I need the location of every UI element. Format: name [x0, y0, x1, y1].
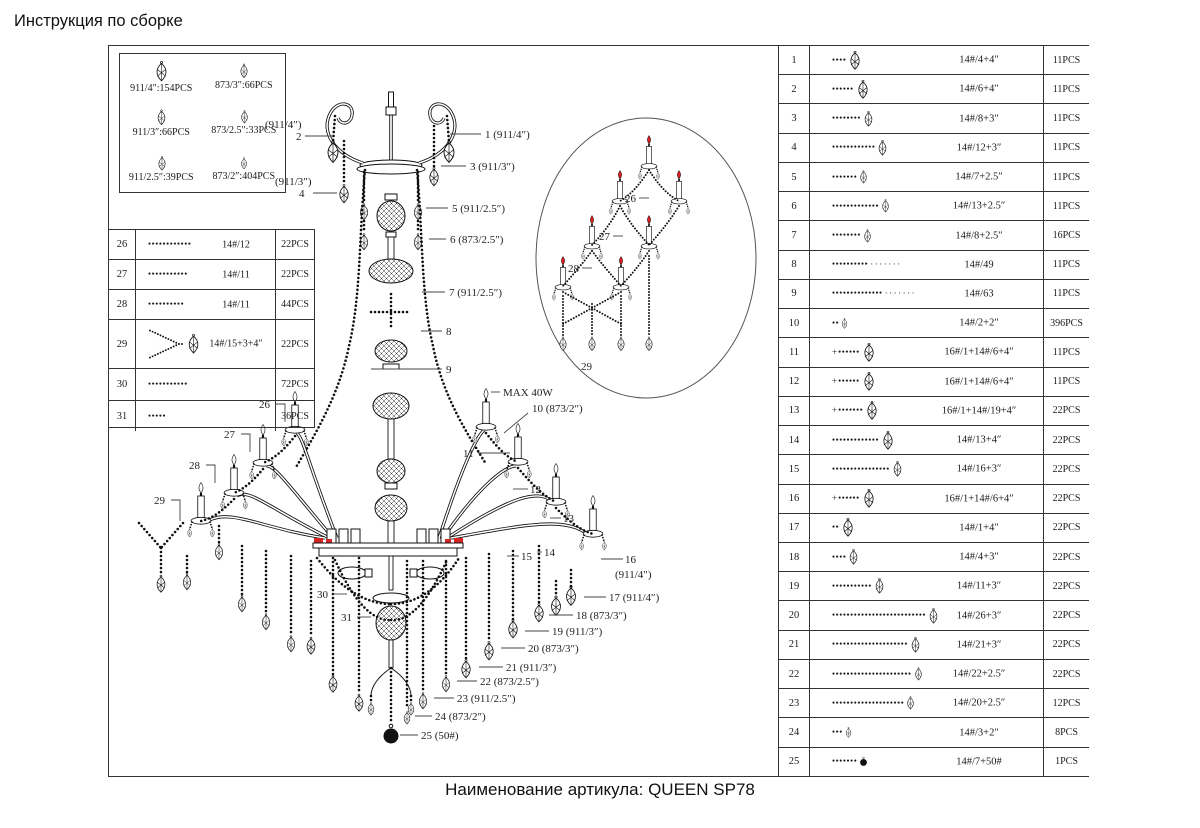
legend-label: 873/2″:404PCS [212, 170, 275, 182]
part-spec: 16#/1+14#/6+4″ [944, 493, 1014, 505]
part-icon-spec-cell [136, 401, 276, 431]
callout-7: 7 (911/2.5″) [449, 287, 503, 299]
part-number: 19 [779, 572, 810, 600]
crystal-icon [156, 156, 168, 171]
part-number: 22 [779, 660, 810, 688]
part-spec: 14#/11 [222, 299, 250, 310]
table-row [779, 572, 1089, 601]
part-spec: 14#/6+4″ [959, 83, 999, 95]
part-number: 9 [779, 280, 810, 308]
crystal-icon [864, 401, 880, 420]
part-number: 23 [779, 689, 810, 717]
part-number: 21 [779, 631, 810, 659]
part-quantity: 1PCS [1055, 756, 1078, 768]
callout-12: 12 [530, 484, 541, 496]
part-number: 8 [779, 251, 810, 279]
callout-3: 3 (911/3″) [470, 161, 515, 173]
part-number: 24 [779, 718, 810, 746]
callout-1: 1 (911/4″) [485, 129, 530, 141]
legend-label: 911/3″:66PCS [132, 126, 190, 138]
right-parts-table [778, 46, 1089, 776]
part-icon-spec-cell [810, 543, 1044, 571]
callout-10: 10 (873/2″) [532, 403, 583, 415]
callout-25: 25 (50#) [421, 730, 459, 742]
bead-chain-icon: ●●●●● [148, 413, 167, 419]
bead-chain-icon: ●●●● [832, 554, 847, 560]
pin-icon: + [832, 376, 838, 387]
crystal-icon [840, 518, 856, 537]
part-icon-spec-cell [810, 368, 1044, 396]
part-quantity: 12PCS [1052, 697, 1081, 709]
crystal-icon [855, 80, 871, 99]
part-spec: 14#/4+3″ [959, 551, 999, 563]
part-number: 28 [109, 290, 136, 319]
part-number: 4 [779, 134, 810, 162]
part-icon-spec-cell [810, 572, 1044, 600]
part-quantity: 11PCS [1052, 200, 1081, 212]
part-spec: 14#/3+2″ [959, 727, 999, 738]
table-row [779, 426, 1089, 455]
part-number: 16 [779, 485, 810, 513]
crystal-icon [840, 318, 849, 329]
crystal-icon [858, 170, 869, 184]
part-spec: 14#/11+3″ [956, 580, 1002, 592]
bead-chain-icon: ●●●●●● [838, 349, 860, 355]
part-quantity: 11PCS [1052, 346, 1081, 358]
part-icon-spec-cell [136, 290, 276, 319]
part-number: 26 [109, 230, 136, 259]
part-spec: 14#/22+2.5″ [952, 668, 1006, 680]
bead-chain-icon: ●●●●●● [838, 496, 860, 502]
ellipsis-dots: ······· [884, 288, 917, 299]
part-number: 17 [779, 514, 810, 542]
part-icon-spec-cell [810, 221, 1044, 249]
crystal-icon [905, 696, 916, 710]
bead-chain-icon: ●●●●●●●● [832, 116, 861, 122]
part-icon-spec-cell [136, 320, 276, 368]
crystal-icon [862, 229, 873, 243]
bead-chain-icon: ●●●●●●●●●●● [148, 382, 188, 387]
table-row [109, 290, 314, 320]
table-row [779, 221, 1089, 250]
legend-label: 873/2.5″:33PCS [211, 125, 277, 136]
callout-29: 29 [154, 495, 165, 507]
part-icon-spec-cell [810, 309, 1044, 337]
part-number: 7 [779, 221, 810, 249]
part-quantity: 22PCS [1052, 463, 1081, 475]
table-row [779, 455, 1089, 484]
pin-icon: + [832, 405, 838, 416]
table-row [779, 251, 1089, 280]
bead-chain-icon: ●●●●●● [832, 86, 854, 92]
part-icon-spec-cell [810, 134, 1044, 162]
part-spec: 14#/12+3″ [956, 142, 1002, 154]
left-parts-table [109, 229, 315, 428]
crystal-icon [153, 61, 170, 82]
part-number: 20 [779, 601, 810, 629]
bead-chain-icon: ●●●●●● [838, 379, 860, 385]
bead-chain-icon: ●●●●●●●●●● [148, 302, 185, 307]
bead-chain-icon: ●●●●●●●●●●●●●●●●●●●●● [832, 642, 909, 648]
part-icon-spec-cell [810, 192, 1044, 220]
crystal-icon [873, 578, 886, 594]
part-quantity: 72PCS [281, 379, 309, 390]
page-title: Инструкция по сборке [14, 12, 183, 30]
bead-chain-icon: ●●●●●●●●●●●● [148, 242, 192, 247]
inset-callout-27: 27 [599, 231, 610, 243]
part-quantity: 11PCS [1052, 142, 1081, 154]
part-icon-spec-cell [810, 689, 1044, 717]
part-icon-spec-cell [810, 748, 1044, 776]
part-quantity: 22PCS [281, 239, 309, 250]
legend-item [129, 156, 194, 183]
part-icon-spec-cell [810, 75, 1044, 103]
table-row [779, 163, 1089, 192]
table-row [779, 631, 1089, 660]
crystal-icon [880, 431, 896, 450]
part-spec: 14#/21+3″ [956, 639, 1002, 651]
part-spec: 14#/2+2″ [959, 317, 999, 329]
part-spec: 14#/8+2.5″ [955, 230, 1003, 242]
crystal-icon [847, 51, 863, 70]
callout-15: 15 [521, 551, 532, 563]
callout-14: 14 [544, 547, 555, 559]
part-icon-spec-cell [810, 485, 1044, 513]
bead-chain-icon: ●●●●●●●●●●●●●●●●●●●●●●●●●● [832, 613, 927, 619]
crystal-icon [239, 157, 249, 170]
callout-911-3-left: (911/3″) [275, 176, 312, 188]
part-number: 3 [779, 104, 810, 132]
table-row [779, 134, 1089, 163]
part-number: 15 [779, 455, 810, 483]
part-icon-spec-cell [810, 426, 1044, 454]
table-row [779, 104, 1089, 133]
table-row [779, 192, 1089, 221]
inset-callout-26: 26 [625, 193, 636, 205]
callout-27: 27 [224, 429, 235, 441]
bead-chain-icon: ●●● [832, 730, 843, 735]
table-row [779, 397, 1089, 426]
part-number: 11 [779, 338, 810, 366]
bead-chain-icon: ●●●●●●●● [832, 233, 861, 239]
part-number: 25 [779, 748, 810, 776]
part-icon-spec-cell [810, 104, 1044, 132]
bead-chain-icon: ●●●●●●●●●●● [148, 272, 188, 277]
table-row [779, 75, 1089, 104]
part-icon-spec-cell [810, 631, 1044, 659]
callout-13: 13 [563, 513, 574, 525]
crystal-icon [891, 461, 904, 477]
part-quantity: 11PCS [1052, 171, 1081, 183]
part-quantity: 11PCS [1052, 259, 1081, 271]
article-name-footer: Наименование артикула: QUEEN SP78 [445, 780, 755, 799]
callout-24: 24 (873/2″) [435, 711, 486, 723]
part-quantity: 22PCS [1052, 610, 1081, 622]
part-icon-spec-cell [810, 280, 1044, 308]
crystal-icon [844, 727, 853, 738]
part-quantity: 8PCS [1055, 727, 1078, 738]
part-spec: 14#/11 [222, 269, 250, 280]
part-spec: 14#/7+50# [956, 756, 1002, 768]
callout-9: 9 [446, 364, 452, 376]
callout-22: 22 (873/2.5″) [480, 676, 539, 688]
table-row [109, 260, 314, 290]
part-quantity: 22PCS [281, 269, 309, 280]
part-quantity: 16PCS [1052, 230, 1081, 242]
ellipsis-dots: ······· [870, 259, 902, 270]
part-spec: 14#/13+2.5″ [952, 200, 1006, 212]
part-number: 2 [779, 75, 810, 103]
crystal-icon [847, 549, 860, 565]
legend-item [133, 109, 190, 138]
part-spec: 14#/1+4″ [959, 522, 999, 534]
part-icon-spec-cell [810, 514, 1044, 542]
bead-chain-icon: ●●●●●●●●●●●●●●●●●●●●●● [832, 671, 912, 677]
table-row [779, 46, 1089, 75]
part-quantity: 22PCS [1052, 522, 1081, 534]
part-quantity: 11PCS [1052, 54, 1081, 66]
crystal-icon [876, 140, 889, 156]
crystal-icon [861, 489, 877, 508]
part-quantity: 11PCS [1052, 376, 1081, 388]
part-number: 29 [109, 320, 136, 368]
part-number: 5 [779, 163, 810, 191]
callout-23: 23 (911/2.5″) [457, 693, 516, 705]
callout-17: 17 (911/4″) [609, 592, 660, 604]
table-row [779, 368, 1089, 397]
part-icon-spec-cell [810, 46, 1044, 74]
table-row [779, 748, 1089, 776]
bead-chain-icon: ●●●●●●●●●●●●● [832, 437, 880, 443]
crystal-icon [861, 372, 877, 391]
part-spec: 16#/1+14#/6+4″ [944, 346, 1014, 358]
callout-26: 26 [259, 399, 270, 411]
crystal-icon [858, 756, 869, 767]
part-quantity: 22PCS [1052, 580, 1081, 592]
legend-label: 911/2.5″:39PCS [128, 171, 194, 183]
callout-16-size: (911/4″) [615, 569, 652, 581]
part-icon-spec-cell [136, 230, 276, 259]
bead-chain-icon: ●●●●●●●●●●● [832, 583, 872, 589]
callout-8: 8 [446, 326, 452, 338]
table-row [779, 660, 1089, 689]
table-row [779, 309, 1089, 338]
part-number: 18 [779, 543, 810, 571]
bead-chain-icon: ●●●●●●● [838, 408, 864, 414]
callout-911-4-topleft: (911/4″) [265, 119, 302, 131]
legend-item [212, 157, 275, 182]
crystal-legend-box [119, 53, 286, 193]
legend-item [211, 110, 276, 136]
part-spec: 16#/1+14#/19+4″ [941, 405, 1017, 417]
bead-chain-icon: ●●●● [832, 57, 847, 63]
bead-chain-icon: ●●●●●●●●●●●● [832, 145, 876, 151]
part-icon-spec-cell [136, 260, 276, 289]
bead-chain-icon: ●●●●●●●●●●●●●●●●●●●● [832, 700, 905, 706]
part-quantity: 36PCS [281, 410, 309, 422]
callout-28: 28 [189, 460, 200, 472]
table-row [779, 280, 1089, 309]
part-icon-spec-cell [810, 397, 1044, 425]
part-number: 30 [109, 369, 136, 400]
callout-11: 11 [463, 448, 474, 460]
part-quantity: 22PCS [1052, 639, 1081, 651]
table-row [109, 320, 314, 369]
callout-6: 6 (873/2.5″) [450, 234, 504, 246]
drawing-frame [108, 45, 1089, 777]
table-row [779, 689, 1089, 718]
part-quantity: 22PCS [1052, 493, 1081, 505]
table-row [779, 601, 1089, 630]
part-number: 1 [779, 46, 810, 74]
legend-item [215, 63, 273, 91]
callout-16: 16 [625, 554, 636, 566]
callout-21: 21 (911/3″) [506, 662, 557, 674]
callout-31: 31 [341, 612, 352, 624]
part-quantity: 11PCS [1052, 83, 1081, 95]
part-icon-spec-cell [810, 718, 1044, 746]
pin-icon: + [832, 346, 838, 357]
table-row [109, 369, 314, 401]
part-spec: 14#/7+2.5″ [955, 171, 1003, 183]
table-row [779, 485, 1089, 514]
part-quantity: 22PCS [281, 338, 309, 350]
crystal-icon [861, 343, 877, 362]
part-icon-spec-cell [810, 251, 1044, 279]
inset-oval [536, 118, 756, 398]
crystal-icon [238, 63, 250, 79]
callout-19: 19 (911/3″) [552, 626, 603, 638]
part-quantity: 22PCS [1052, 668, 1081, 680]
part-quantity: 396PCS [1050, 317, 1083, 329]
part-quantity: 44PCS [281, 299, 309, 310]
part-number: 27 [109, 260, 136, 289]
crystal-icon [155, 109, 168, 126]
crystal-icon [880, 199, 891, 213]
callout-4: 4 [299, 188, 305, 200]
part-spec: 14#/16+3″ [956, 463, 1002, 475]
part-icon-spec-cell [810, 660, 1044, 688]
part-spec: 14#/8+3″ [959, 113, 999, 125]
table-row [779, 718, 1089, 747]
inset-callout-28: 28 [568, 263, 579, 275]
part-number: 10 [779, 309, 810, 337]
part-icon-spec-cell [810, 455, 1044, 483]
callout-30: 30 [317, 589, 328, 601]
part-spec: 14#/13+4″ [956, 434, 1002, 446]
part-number: 6 [779, 192, 810, 220]
bead-chain-icon: ●● [832, 320, 840, 326]
part-quantity: 11PCS [1052, 113, 1081, 125]
part-spec: 14#/63 [964, 288, 994, 300]
bead-chain-icon: ●●●●●●● [832, 174, 858, 180]
part-icon-spec-cell [810, 601, 1044, 629]
table-row [109, 401, 314, 431]
crystal-icon [239, 110, 250, 124]
table-row [779, 514, 1089, 543]
table-row [779, 338, 1089, 367]
bead-chain-icon: ●●●●●●● [832, 759, 858, 765]
callout-20: 20 (873/3″) [528, 643, 579, 655]
callout-5: 5 (911/2.5″) [452, 203, 506, 215]
bead-chain-icon: ●● [832, 525, 840, 531]
legend-label: 873/3″:66PCS [214, 80, 273, 91]
part-quantity: 22PCS [1052, 405, 1081, 417]
callout-max-40w: MAX 40W [503, 387, 553, 399]
callout-2: 2 [296, 131, 302, 143]
crystal-icon [862, 111, 875, 127]
table-row [109, 230, 314, 260]
part-number: 13 [779, 397, 810, 425]
part-spec: 14#/4+4″ [959, 54, 999, 66]
part-icon-spec-cell [810, 163, 1044, 191]
part-icon-spec-cell [136, 369, 276, 400]
bead-chain-icon: ●●●●●●●●●● [832, 262, 869, 268]
part-spec: 16#/1+14#/6+4″ [944, 376, 1014, 388]
part-spec: 14#/26+3″ [956, 610, 1002, 622]
pin-icon: + [832, 493, 838, 504]
legend-label: 911/4″:154PCS [130, 82, 193, 94]
part-number: 14 [779, 426, 810, 454]
callout-18: 18 (873/3″) [576, 610, 627, 622]
inset-callout-29: 29 [581, 361, 592, 373]
part-spec: 14#/20+2.5″ [952, 697, 1006, 709]
legend-item [130, 61, 192, 94]
bead-chain-icon: ●●●●●●●●●●●●● [832, 203, 880, 209]
part-icon-spec-cell [810, 338, 1044, 366]
part-number: 12 [779, 368, 810, 396]
part-spec: 14#/49 [964, 259, 994, 271]
table-row [779, 543, 1089, 572]
part-quantity: 22PCS [1052, 551, 1081, 563]
part-quantity: 22PCS [1052, 434, 1081, 446]
part-spec: 14#/12 [222, 239, 250, 250]
bead-chain-icon: ●●●●●●●●●●●●●●●● [832, 466, 890, 472]
part-number: 31 [109, 401, 136, 431]
top-finial [386, 92, 396, 163]
central-column [369, 194, 413, 543]
bead-chain-icon: ●●●●●●●●●●●●●● [832, 291, 883, 297]
part-quantity: 11PCS [1052, 288, 1081, 300]
part-spec: 14#/15+3+4″ [209, 338, 263, 350]
top-tier-cup [357, 160, 425, 174]
